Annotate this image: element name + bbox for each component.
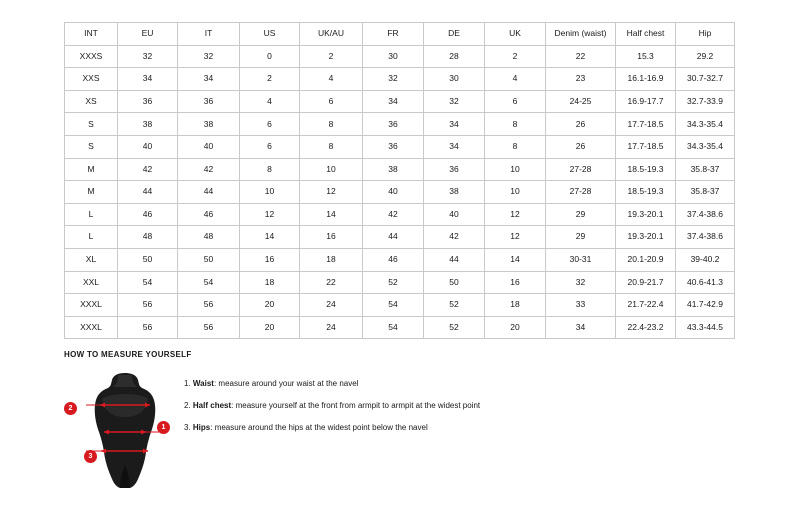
cell-de: 44	[424, 248, 485, 271]
instruction-term: Hips	[192, 423, 211, 432]
cell-uk: 14	[485, 248, 546, 271]
cell-uk-au: 24	[300, 316, 363, 339]
cell-eu: 56	[118, 316, 178, 339]
cell-hip: 41.7-42.9	[676, 294, 735, 317]
cell-us: 20	[240, 316, 300, 339]
instruction-number: 1.	[184, 379, 191, 388]
cell-uk-au: 4	[300, 68, 363, 91]
cell-hip: 37.4-38.6	[676, 203, 735, 226]
cell-int: S	[65, 113, 118, 136]
cell-fr: 32	[363, 68, 424, 91]
cell-it: 54	[178, 271, 240, 294]
cell-eu: 36	[118, 90, 178, 113]
cell-us: 20	[240, 294, 300, 317]
cell-de: 50	[424, 271, 485, 294]
column-header-denim-waist: Denim (waist)	[546, 23, 616, 46]
cell-it: 56	[178, 316, 240, 339]
cell-half-chest: 16.1-16.9	[616, 68, 676, 91]
table-row	[65, 113, 735, 136]
cell-fr: 30	[363, 45, 424, 68]
cell-int: M	[65, 158, 118, 181]
cell-uk: 10	[485, 181, 546, 204]
cell-uk-au: 24	[300, 294, 363, 317]
cell-de: 52	[424, 294, 485, 317]
column-header-half-chest: Half chest	[616, 23, 676, 46]
mannequin-figure-container	[64, 367, 184, 492]
cell-us: 12	[240, 203, 300, 226]
cell-hip: 34.3-35.4	[676, 113, 735, 136]
size-chart-table	[64, 22, 735, 339]
cell-half-chest: 17.7-18.5	[616, 113, 676, 136]
cell-us: 18	[240, 271, 300, 294]
cell-fr: 36	[363, 113, 424, 136]
cell-eu: 38	[118, 113, 178, 136]
cell-eu: 56	[118, 294, 178, 317]
table-row	[65, 294, 735, 317]
table-row	[65, 135, 735, 158]
measure-instruction-half-chest	[184, 401, 734, 411]
cell-us: 14	[240, 226, 300, 249]
cell-it: 50	[178, 248, 240, 271]
cell-fr: 54	[363, 294, 424, 317]
cell-denim-waist: 27-28	[546, 181, 616, 204]
size-chart-container	[64, 22, 734, 339]
cell-it: 46	[178, 203, 240, 226]
cell-half-chest: 20.1-20.9	[616, 248, 676, 271]
cell-denim-waist: 27-28	[546, 158, 616, 181]
cell-int: M	[65, 181, 118, 204]
cell-denim-waist: 29	[546, 203, 616, 226]
cell-us: 10	[240, 181, 300, 204]
cell-de: 32	[424, 90, 485, 113]
cell-us: 6	[240, 113, 300, 136]
cell-de: 40	[424, 203, 485, 226]
cell-de: 42	[424, 226, 485, 249]
cell-int: XXXL	[65, 294, 118, 317]
cell-uk: 12	[485, 226, 546, 249]
table-row	[65, 316, 735, 339]
cell-fr: 38	[363, 158, 424, 181]
cell-uk-au: 16	[300, 226, 363, 249]
cell-eu: 46	[118, 203, 178, 226]
marker-badge-hips: 3	[84, 450, 97, 463]
cell-de: 34	[424, 135, 485, 158]
cell-half-chest: 20.9-21.7	[616, 271, 676, 294]
cell-half-chest: 22.4-23.2	[616, 316, 676, 339]
table-row	[65, 158, 735, 181]
cell-uk: 4	[485, 68, 546, 91]
cell-hip: 30.7-32.7	[676, 68, 735, 91]
cell-us: 6	[240, 135, 300, 158]
instruction-number: 3.	[184, 423, 191, 432]
cell-int: XXXL	[65, 316, 118, 339]
instruction-text: : measure around the hips at the widest point below the navel	[210, 423, 428, 432]
cell-it: 36	[178, 90, 240, 113]
cell-uk-au: 8	[300, 135, 363, 158]
cell-hip: 37.4-38.6	[676, 226, 735, 249]
cell-half-chest: 18.5-19.3	[616, 181, 676, 204]
cell-uk: 2	[485, 45, 546, 68]
marker-badge-waist: 1	[157, 421, 170, 434]
cell-fr: 34	[363, 90, 424, 113]
cell-denim-waist: 34	[546, 316, 616, 339]
measure-instructions-list	[184, 367, 734, 445]
cell-it: 32	[178, 45, 240, 68]
cell-de: 52	[424, 316, 485, 339]
cell-half-chest: 21.7-22.4	[616, 294, 676, 317]
cell-int: XXXS	[65, 45, 118, 68]
cell-denim-waist: 22	[546, 45, 616, 68]
cell-us: 8	[240, 158, 300, 181]
cell-uk-au: 6	[300, 90, 363, 113]
cell-eu: 44	[118, 181, 178, 204]
mannequin-illustration	[86, 369, 164, 491]
how-to-measure-body	[64, 367, 734, 492]
how-to-measure-title: HOW TO MEASURE YOURSELF	[64, 350, 192, 359]
cell-uk: 16	[485, 271, 546, 294]
table-row	[65, 248, 735, 271]
table-row	[65, 181, 735, 204]
cell-it: 44	[178, 181, 240, 204]
cell-uk-au: 8	[300, 113, 363, 136]
cell-denim-waist: 24-25	[546, 90, 616, 113]
cell-uk: 18	[485, 294, 546, 317]
cell-hip: 35.8-37	[676, 158, 735, 181]
table-row	[65, 226, 735, 249]
table-row	[65, 271, 735, 294]
cell-int: XL	[65, 248, 118, 271]
cell-de: 38	[424, 181, 485, 204]
cell-fr: 42	[363, 203, 424, 226]
cell-uk: 10	[485, 158, 546, 181]
column-header-us: US	[240, 23, 300, 46]
cell-us: 0	[240, 45, 300, 68]
cell-it: 40	[178, 135, 240, 158]
cell-it: 48	[178, 226, 240, 249]
cell-hip: 40.6-41.3	[676, 271, 735, 294]
cell-hip: 43.3-44.5	[676, 316, 735, 339]
cell-uk-au: 14	[300, 203, 363, 226]
table-row	[65, 90, 735, 113]
cell-int: XS	[65, 90, 118, 113]
cell-hip: 35.8-37	[676, 181, 735, 204]
cell-half-chest: 15.3	[616, 45, 676, 68]
cell-uk: 20	[485, 316, 546, 339]
cell-half-chest: 17.7-18.5	[616, 135, 676, 158]
column-header-fr: FR	[363, 23, 424, 46]
measure-instruction-waist	[184, 379, 734, 389]
cell-de: 30	[424, 68, 485, 91]
cell-int: L	[65, 203, 118, 226]
cell-hip: 39-40.2	[676, 248, 735, 271]
cell-us: 4	[240, 90, 300, 113]
cell-eu: 34	[118, 68, 178, 91]
cell-de: 28	[424, 45, 485, 68]
cell-denim-waist: 26	[546, 113, 616, 136]
cell-half-chest: 19.3-20.1	[616, 226, 676, 249]
table-row	[65, 203, 735, 226]
cell-it: 56	[178, 294, 240, 317]
cell-eu: 40	[118, 135, 178, 158]
cell-fr: 52	[363, 271, 424, 294]
cell-uk: 8	[485, 135, 546, 158]
cell-it: 38	[178, 113, 240, 136]
cell-de: 34	[424, 113, 485, 136]
column-header-uk: UK	[485, 23, 546, 46]
cell-eu: 54	[118, 271, 178, 294]
cell-it: 42	[178, 158, 240, 181]
cell-denim-waist: 33	[546, 294, 616, 317]
cell-eu: 42	[118, 158, 178, 181]
cell-hip: 29.2	[676, 45, 735, 68]
cell-hip: 32.7-33.9	[676, 90, 735, 113]
cell-eu: 32	[118, 45, 178, 68]
cell-fr: 36	[363, 135, 424, 158]
column-header-de: DE	[424, 23, 485, 46]
cell-half-chest: 19.3-20.1	[616, 203, 676, 226]
cell-denim-waist: 32	[546, 271, 616, 294]
column-header-int: INT	[65, 23, 118, 46]
cell-half-chest: 18.5-19.3	[616, 158, 676, 181]
cell-denim-waist: 26	[546, 135, 616, 158]
cell-half-chest: 16.9-17.7	[616, 90, 676, 113]
column-header-uk-au: UK/AU	[300, 23, 363, 46]
cell-uk-au: 2	[300, 45, 363, 68]
cell-uk: 8	[485, 113, 546, 136]
cell-hip: 34.3-35.4	[676, 135, 735, 158]
cell-denim-waist: 30-31	[546, 248, 616, 271]
table-header-row	[65, 23, 735, 46]
cell-us: 2	[240, 68, 300, 91]
cell-int: XXS	[65, 68, 118, 91]
cell-uk: 12	[485, 203, 546, 226]
table-row	[65, 68, 735, 91]
instruction-term: Waist	[192, 379, 214, 388]
column-header-it: IT	[178, 23, 240, 46]
cell-fr: 54	[363, 316, 424, 339]
cell-uk-au: 10	[300, 158, 363, 181]
instruction-text: : measure around your waist at the navel	[213, 379, 359, 388]
cell-int: XXL	[65, 271, 118, 294]
cell-eu: 48	[118, 226, 178, 249]
cell-denim-waist: 29	[546, 226, 616, 249]
instruction-text: : measure yourself at the front from armpit to armpit at the widest point	[231, 401, 481, 410]
cell-fr: 44	[363, 226, 424, 249]
cell-int: S	[65, 135, 118, 158]
cell-de: 36	[424, 158, 485, 181]
cell-it: 34	[178, 68, 240, 91]
instruction-term: Half chest	[192, 401, 232, 410]
instruction-number: 2.	[184, 401, 191, 410]
table-row	[65, 45, 735, 68]
cell-fr: 46	[363, 248, 424, 271]
marker-badge-half-chest: 2	[64, 402, 77, 415]
cell-uk-au: 22	[300, 271, 363, 294]
column-header-eu: EU	[118, 23, 178, 46]
cell-eu: 50	[118, 248, 178, 271]
cell-uk-au: 12	[300, 181, 363, 204]
measure-instruction-hips	[184, 423, 734, 433]
cell-uk: 6	[485, 90, 546, 113]
cell-int: L	[65, 226, 118, 249]
cell-uk-au: 18	[300, 248, 363, 271]
cell-denim-waist: 23	[546, 68, 616, 91]
cell-us: 16	[240, 248, 300, 271]
cell-fr: 40	[363, 181, 424, 204]
column-header-hip: Hip	[676, 23, 735, 46]
how-to-measure-section	[64, 350, 734, 492]
